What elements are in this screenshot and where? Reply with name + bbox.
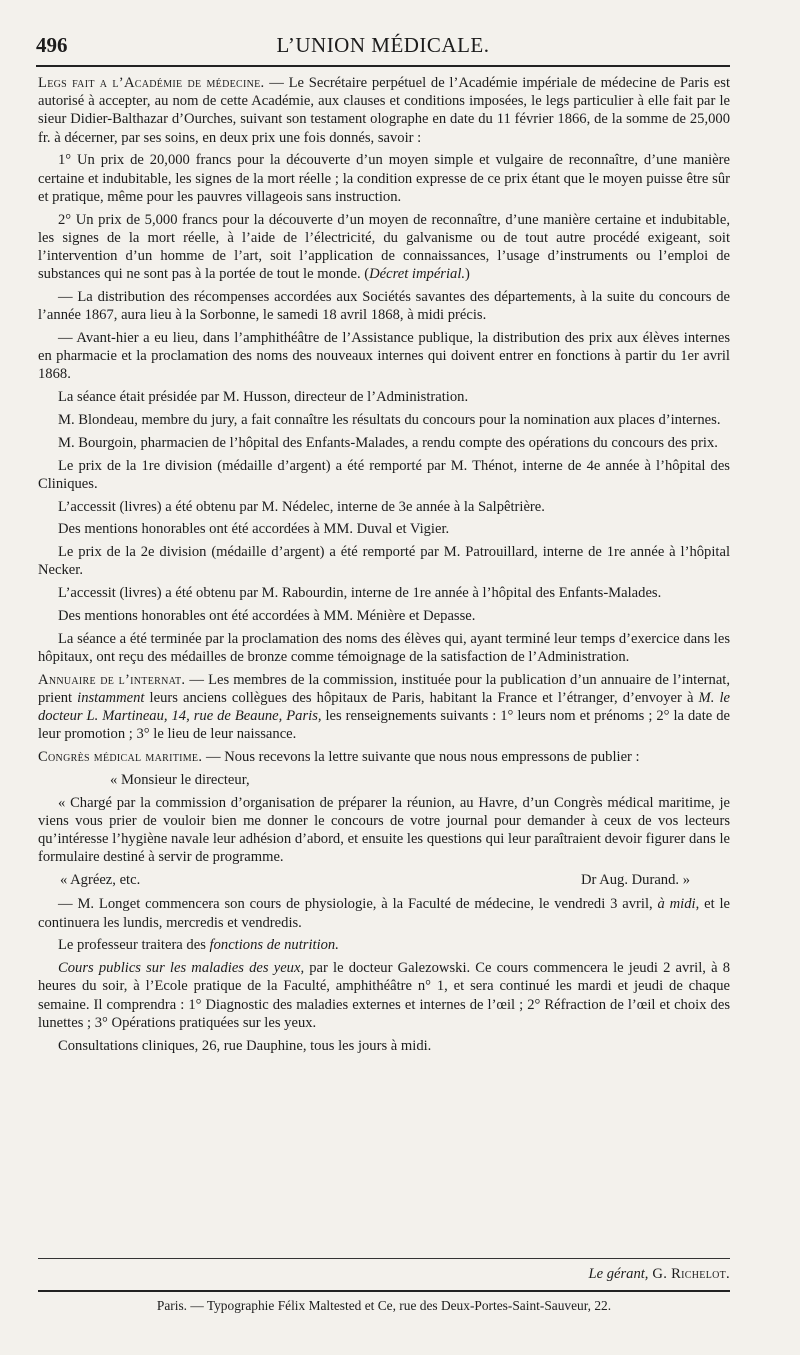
assistance-p4: M. Bourgoin, pharmacien de l’hôpital des Enfants-Malades, a rendu compte des opérations du concours des prix. <box>58 434 718 451</box>
legs-heading: Legs fait a l’Académie de médecine. <box>38 75 265 91</box>
assistance-p11: La séance a été terminée par la proclamation des noms des élèves qui, ayant terminé leur temps d’exercice dans les hôpitaux, ont reçu des médailles de bronze comme témoignage de la satisfaction de l’Administration. <box>38 630 730 665</box>
longet-p1-b: , et le continuera les lundis, mercredis et vendredis. <box>38 896 731 931</box>
longet-p1-a: — M. Longet commencera son cours de physiologie, à la Faculté de médecine, le vendredi 3 avril, <box>58 896 658 913</box>
footer-rule <box>38 1258 730 1259</box>
assistance-p6: L’accessit (livres) a été obtenu par M. Nédelec, interne de 3e année à la Salpêtrière. <box>58 498 545 515</box>
legs-prize-2-text: 2° Un prix de 5,000 francs pour la découverte d’un moyen de reconnaître, d’une manière certaine et indubitable, les signes de la mort réelle, à l’aide de l’électricité, du galvanisme ou de tout autre procédé exigeant, soit l’intervention d’un homme de l’art, soit l’application de connaissances, l’usage d’instruments ou l’emploi de substances qui ne sont pas à la portée de tout le monde. ( <box>38 211 730 283</box>
gerant-label: Le gérant, <box>588 1266 649 1282</box>
header-rule <box>36 65 730 67</box>
annuaire-text-2: leurs anciens collègues des hôpitaux de Paris, habitant la France et l’étranger, d’envoyer à <box>144 690 699 706</box>
gerant-name: G. Richelot. <box>648 1266 730 1282</box>
congres-salutation: « Monsieur le directeur, <box>110 772 250 788</box>
longet-p2-a: Le professeur traitera des <box>58 937 210 954</box>
longet-p2 <box>38 936 730 954</box>
assistance-p8: Le prix de la 2e division (médaille d’argent) a été remporté par M. Patrouillard, interne de 1re année à l’hôpital Necker. <box>38 544 730 579</box>
cours-paragraph <box>38 959 730 1032</box>
gerant-line <box>588 1266 730 1283</box>
legs-decree: Décret impérial. <box>369 266 466 283</box>
legs-prize-1: 1° Un prix de 20,000 francs pour la découverte d’un moyen simple et vulgaire de reconnaître, d’une manière certaine et indubitable, les signes de la mort réelle ; la condition expresse de ce prix étant que le moyen puisse être sûr et pratique, même pour les pauvres villageois sans instruction. <box>38 152 730 205</box>
assistance-p5: Le prix de la 1re division (médaille d’argent) a été remporté par M. Thénot, interne de 4e année à l’hôpital des Cliniques. <box>38 457 730 492</box>
longet-p1-italic: à midi <box>657 896 696 913</box>
annuaire-address: M. le docteur L. Martineau, 14, rue de Beaune, Paris, <box>38 690 730 725</box>
legs-decree-close: ) <box>465 266 470 283</box>
page-header <box>36 30 730 60</box>
assistance-p1: — Avant-hier a eu lieu, dans l’amphithéâtre de l’Assistance publique, la distribution des prix aux élèves internes en pharmacie et la proclamation des noms des nouveaux internes qui doivent entrer en fonctions à partir du 1er avril 1868. <box>38 330 730 383</box>
annuaire-paragraph <box>38 671 730 744</box>
assistance-p3: M. Blondeau, membre du jury, a fait connaître les résultats du concours pour la nomination aux places d’internes. <box>58 412 721 429</box>
longet-p1 <box>38 895 730 931</box>
annuaire-text-3: les renseignements suivants : 1° leurs nom et prénoms ; 2° la date de leur promotion ; 3° le lieu de leur naissance. <box>38 708 730 743</box>
annuaire-heading: Annuaire de l’internat. <box>38 671 186 688</box>
congres-intro-text: — Nous recevons la lettre suivante que nous nous empressons de publier : <box>202 749 640 766</box>
journal-title: L’UNION MÉDICALE. <box>276 33 490 57</box>
longet-p2-italic: fonctions de nutrition. <box>209 937 339 954</box>
legs-prize-2 <box>38 211 730 284</box>
assistance-p7: Des mentions honorables ont été accordées à MM. Duval et Vigier. <box>58 521 450 538</box>
cours-consultations: Consultations cliniques, 26, rue Dauphine, tous les jours à midi. <box>58 1037 432 1054</box>
article-body <box>38 74 730 1059</box>
congres-signature-line <box>38 871 730 889</box>
congres-intro <box>38 748 730 766</box>
annuaire-instamment: instamment <box>77 690 145 706</box>
legs-intro <box>38 74 730 147</box>
page-number: 496 <box>36 33 68 57</box>
congres-heading: Congrès médical maritime. <box>38 749 203 766</box>
assistance-p2: La séance était présidée par M. Husson, directeur de l’Administration. <box>58 389 469 406</box>
annuaire-text-1: — Les membres de la commission, instituée pour la publication d’un annuaire de l’internat, prient <box>38 671 731 706</box>
cours-title: Cours publics sur les maladies des yeux, <box>58 960 305 977</box>
footer-rule-2 <box>38 1290 730 1292</box>
congres-signature: Dr Aug. Durand. » <box>580 872 690 889</box>
congres-closing: « Agréez, etc. <box>60 872 141 889</box>
imprint-line: Paris. — Typographie Félix Maltested et Ce, rue des Deux-Portes-Saint-Sauveur, 22. <box>156 1298 612 1313</box>
cours-text: par le docteur Galezowski. Ce cours commencera le jeudi 2 avril, à 8 heures du soir, à l’Ecole pratique de la Faculté, amphithéâtre n° 1, et sera continué les mardi et jeudi de chaque semaine. Il comprendra : 1° Diagnostic des maladies externes et internes de l’œil ; 2° Réfraction de l’œil et choix des lunettes ; 3° Opérations pratiquées sur les yeux. <box>38 960 730 1031</box>
assistance-p10: Des mentions honorables ont été accordées à MM. Ménière et Depasse. <box>58 608 476 624</box>
assistance-p9: L’accessit (livres) a été obtenu par M. Rabourdin, interne de 1re année à l’hôpital des Enfants-Malades. <box>58 585 662 602</box>
congres-letter-body: « Chargé par la commission d’organisation de préparer la réunion, au Havre, d’un Congrès médical maritime, je viens vous prier de vouloir bien me donner le concours de votre journal pour demander à ceux de vos lecteurs qu’intéresse l’hygiène navale leur adhésion d’abord, et ensuite les questions qui leur paraîtraient devoir figurer dans le formulaire destiné à servir de programme. <box>38 794 730 866</box>
distribution-paragraph: — La distribution des récompenses accordées aux Sociétés savantes des départements, à la suite du concours de l’année 1867, aura lieu à la Sorbonne, le samedi 18 avril 1868, à midi précis. <box>38 289 730 324</box>
legs-intro-text: — Le Secrétaire perpétuel de l’Académie impériale de médecine de Paris est autorisé à accepter, au nom de cette Académie, aux clauses et conditions imposées, le legs particulier à elle fait par le sieur Didier-Balthazar d’Ourches, suivant son testament olographe en date du 11 février 1866, de la somme de 25,000 fr. à décerner, par ses soins, en deux prix une fois donnés, savoir : <box>38 75 730 146</box>
